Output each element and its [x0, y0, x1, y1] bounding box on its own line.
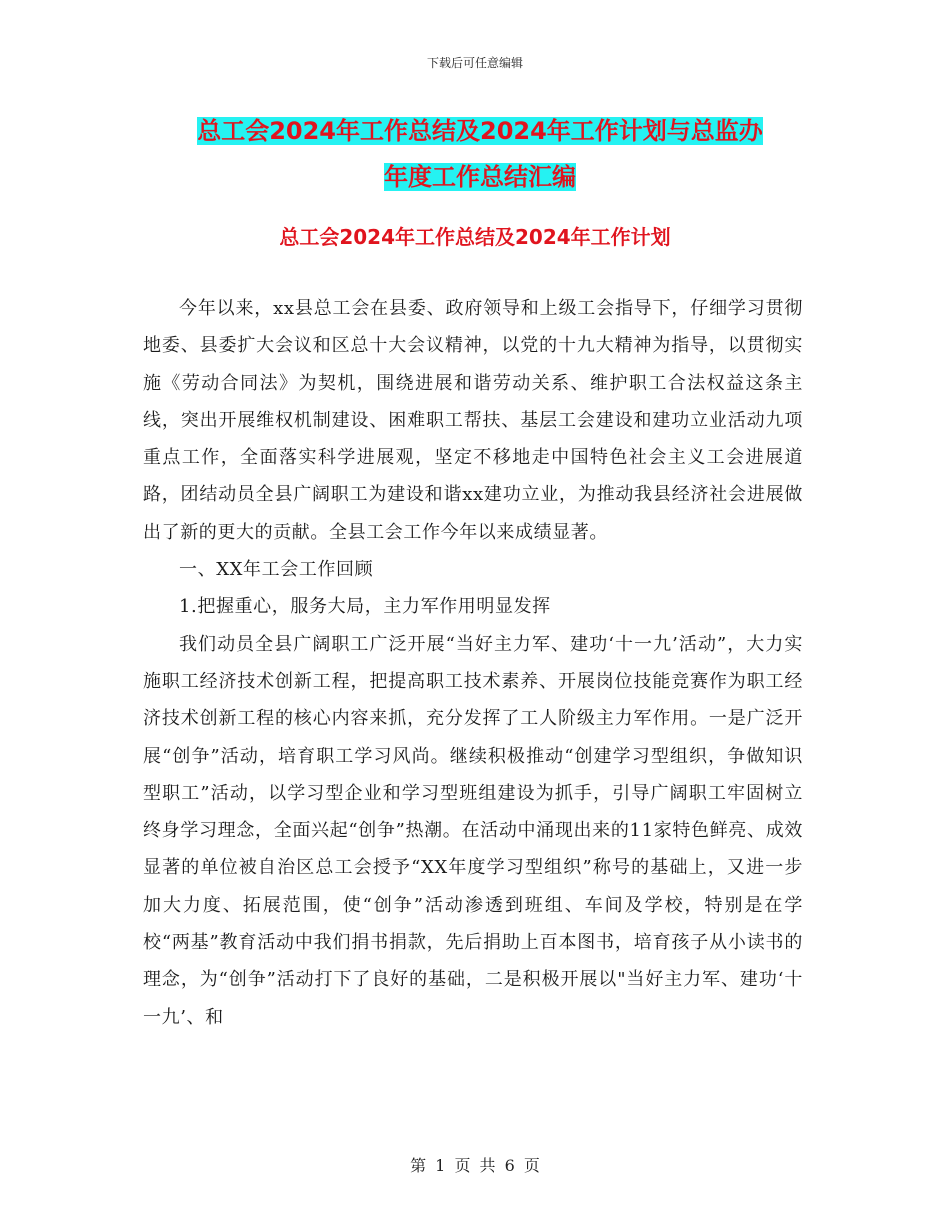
- body-paragraph-intro: 今年以来，xx县总工会在县委、政府领导和上级工会指导下，仔细学习贯彻地委、县委扩大会议和区总十大会议精神，以党的十九大精神为指导，以贯彻实施《劳动合同法》为契机，围绕进展和谐劳动关系、维护职工合法权益这条主线，突出开展维权机制建设、困难职工帮扶、基层工会建设和建功立业活动九项重点工作，全面落实科学进展观，坚定不移地走中国特色社会主义工会进展道路，团结动员全县广阔职工为建设和谐xx建功立业，为推动我县经济社会进展做出了新的更大的贡献。全县工会工作今年以来成绩显著。: [143, 298, 803, 543]
- document-title-line-1: 总工会2024年工作总结及2024年工作计划与总监办: [197, 117, 763, 145]
- body-paragraph-activities: 我们动员全县广阔职工广泛开展“当好主力军、建功‘十一九’活动”，大力实施职工经济技术创新工程，把提高职工技术素养、开展岗位技能竞赛作为职工经济技术创新工程的核心内容来抓，充分发挥了工人阶级主力军作用。一是广泛开展“创争”活动，培育职工学习风尚。继续积极推动“创建学习型组织，争做知识型职工”活动，以学习型企业和学习型班组建设为抓手，引导广阔职工牢固树立终身学习理念，全面兴起“创争”热潮。在活动中涌现出来的11家特色鲜亮、成效显著的单位被自治区总工会授予“XX年度学习型组织”称号的基础上，又进一步加大力度、拓展范围，使“创争”活动渗透到班组、车间及学校，特别是在学校“两基”教育活动中我们捐书捐款，先后捐助上百本图书，培育孩子从小读书的理念，为“创争”活动打下了良好的基础，二是积极开展以"当好主力军、建功‘十一九’、和: [143, 633, 803, 1028]
- body-subheading-1: 1.把握重心，服务大局，主力军作用明显发挥: [179, 596, 551, 618]
- document-body: [143, 290, 803, 1036]
- page-number: 第 1 页 共 6 页: [410, 1156, 540, 1175]
- page-header-note: 下载后可任意编辑: [426, 56, 523, 70]
- document-title-line-2: 年度工作总结汇编: [384, 163, 576, 191]
- body-heading-review: 一、XX年工会工作回顾: [179, 559, 374, 581]
- document-title: [150, 108, 810, 200]
- section-title: 总工会2024年工作总结及2024年工作计划: [279, 225, 671, 249]
